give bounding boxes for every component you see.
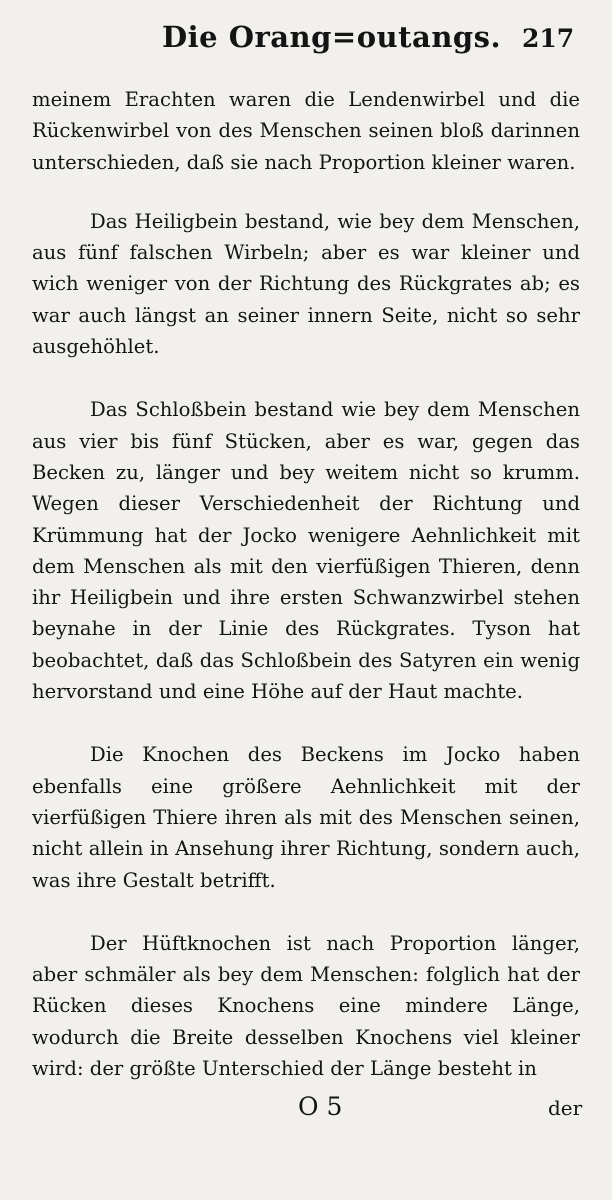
page-footer [0,1092,612,1128]
paragraph-schlossbein: Das Schloßbein bestand wie bey dem Menschen aus vier bis fünf Stücken, aber es war, gegen das Becken zu, länger und bey weitem nicht so krumm. Wegen dieser Verschiedenheit der Richtung und Krümmung hat der Jocko wenigere Aehnlichkeit mit dem Menschen als mit den vierfüßigen Thieren, denn ihr Heiligbein und ihre ersten Schwanzwirbel stehen beynahe in der Linie des Rückgrates. Tyson hat beobachtet, daß das Schloßbein des Satyren ein wenig hervorstand und eine Höhe auf der Haut machte. [32,398,580,704]
paragraph-hueftknochen: Der Hüftknochen ist nach Proportion länger, aber schmäler als bey dem Menschen: folglich hat der Rücken dieses Knochens eine mindere Länge, wodurch die Breite desselben Knochens viel kleiner wird: der größte Unterschied der Länge besteht in [32,931,580,1081]
paragraph-beckenknochen: Die Knochen des Beckens im Jocko haben ebenfalls eine größere Aehnlichkeit mit der vierfüßigen Thiere ihren als mit des Menschen seinen, nicht allein in Ansehung ihrer Richtung, sondern auch, was ihre Gestalt betrifft. [32,743,580,892]
page-number: 217 [522,24,575,53]
paragraph-heiligbein: Das Heiligbein bestand, wie bey dem Menschen, aus fünf falschen Wirbeln; aber es war kleiner und wich weniger von der Richtung des Rückgrates ab; es war auch längst an seiner innern Seite, nicht so sehr ausgehöhlet. [32,209,580,359]
running-title: Die Orang=outangs. [162,20,502,54]
page-header [0,20,612,64]
signature-mark: O 5 [298,1092,343,1121]
body-text [32,84,580,1116]
catchword: der [548,1096,583,1120]
paragraph-continuation: meinem Erachten waren die Lendenwirbel und die Rückenwirbel von des Menschen seinen bloß darinnen unterschieden, daß sie nach Proportion kleiner waren. [32,88,580,174]
